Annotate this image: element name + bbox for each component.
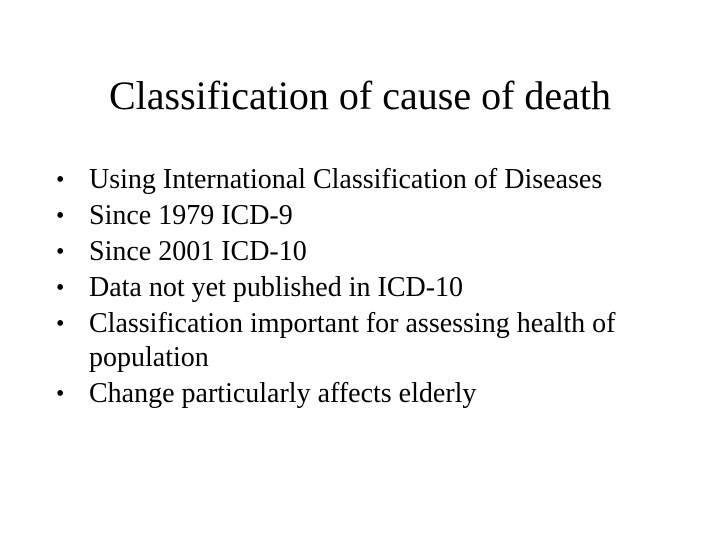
bullet-item <box>56 163 696 197</box>
bullet-icon: • <box>56 275 65 301</box>
bullet-text: Using International Classification of Diseases <box>89 164 603 195</box>
bullet-icon: • <box>56 239 65 265</box>
bullet-icon: • <box>56 311 65 337</box>
bullet-item <box>56 271 696 305</box>
bullet-text: Change particularly affects elderly <box>89 378 477 409</box>
bullet-icon: • <box>56 167 65 193</box>
bullet-icon: • <box>56 203 65 229</box>
bullet-item <box>56 235 696 269</box>
bullet-item <box>56 199 696 233</box>
bullet-text: Since 2001 ICD-10 <box>89 236 307 267</box>
slide-title: Classification of cause of death <box>108 73 612 118</box>
bullet-list <box>56 163 696 413</box>
bullet-icon: • <box>56 381 65 407</box>
bullet-item <box>56 307 696 375</box>
bullet-text: Classification important for assessing health of population <box>89 308 616 373</box>
bullet-item <box>56 377 696 411</box>
bullet-text: Since 1979 ICD-9 <box>89 200 293 231</box>
bullet-text: Data not yet published in ICD-10 <box>89 272 464 303</box>
